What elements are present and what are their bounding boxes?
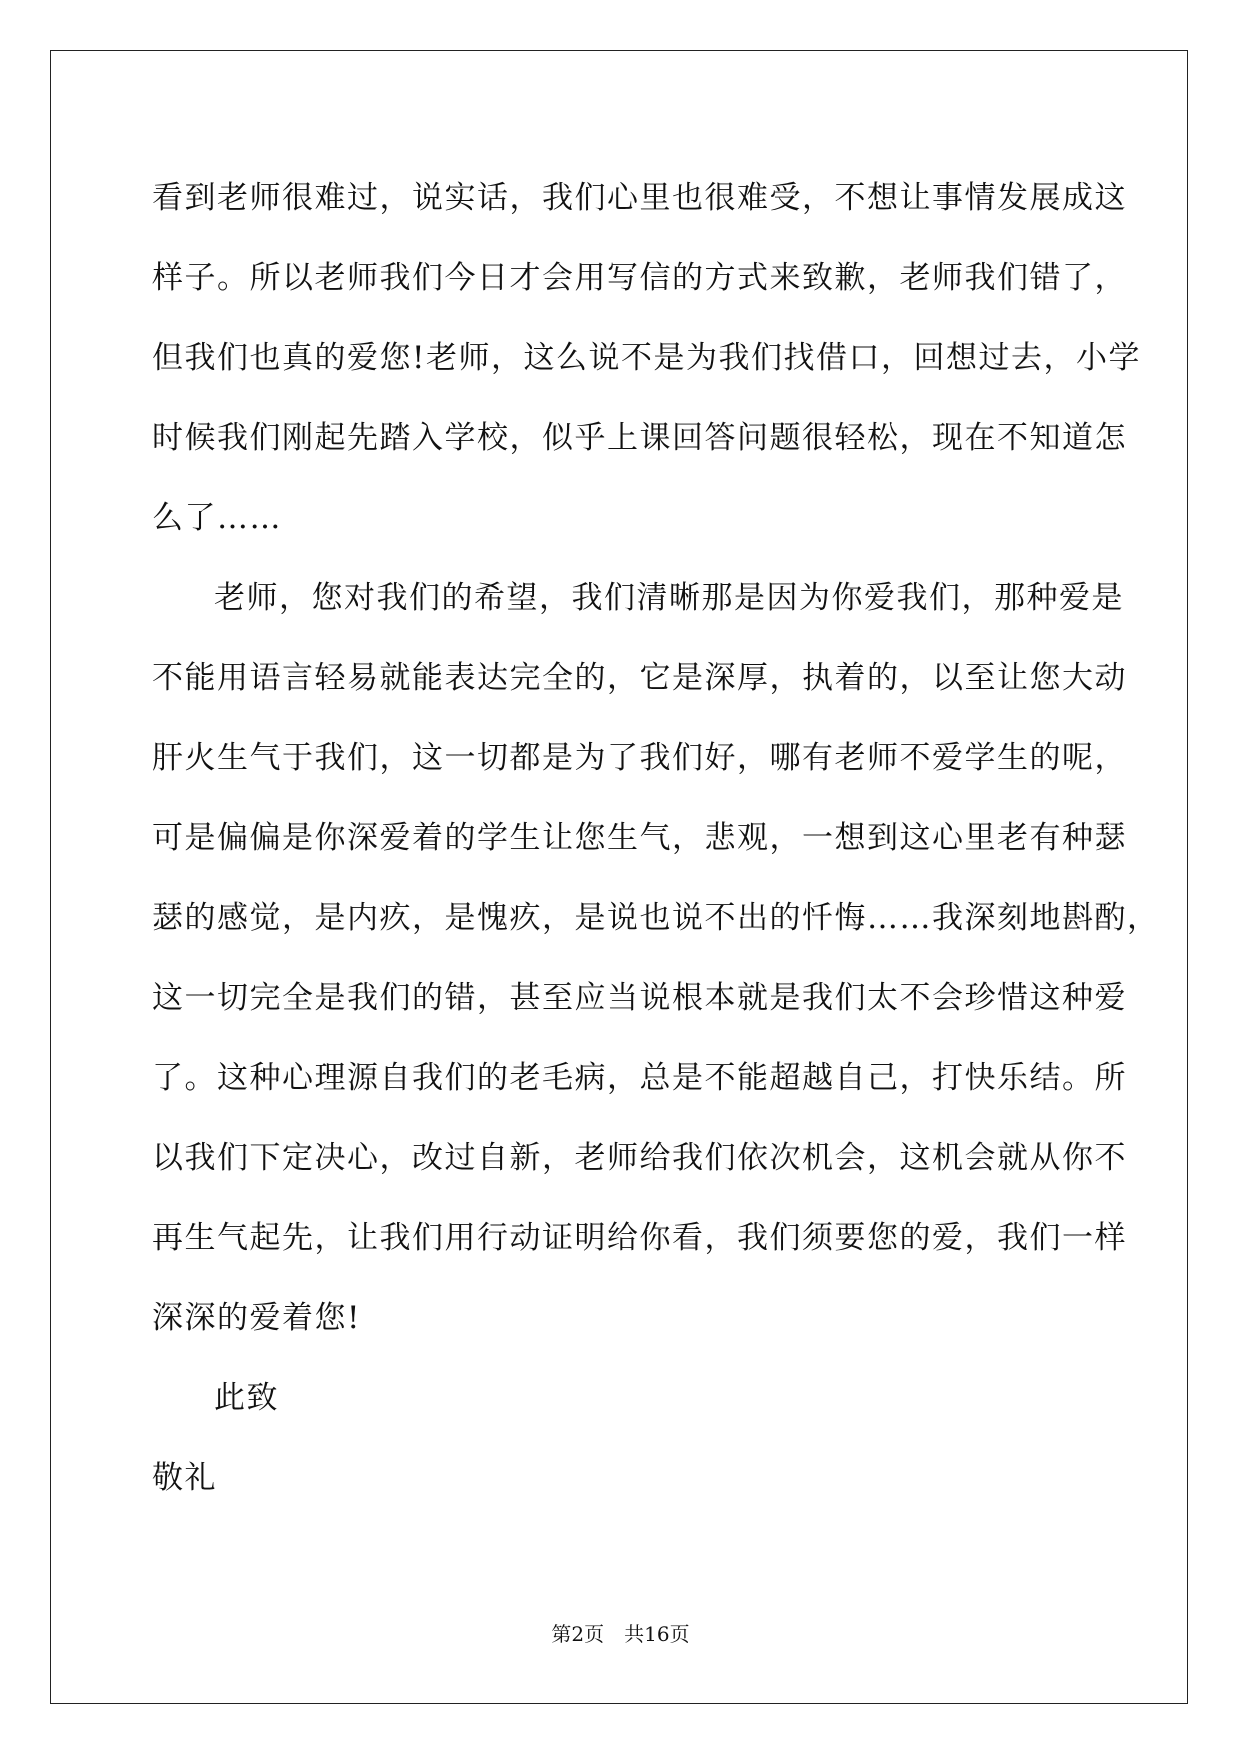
closing-regards: 敬礼 [152,1460,217,1496]
page-number: 第2页 共16页 [551,1622,690,1646]
body-line: 再生气起先，让我们用行动证明给你看，我们须要您的爱，我们一样 [152,1220,1127,1256]
paragraph-start-line: 老师，您对我们的希望，我们清晰那是因为你爱我们，那种爱是 [214,580,1124,616]
body-line: 样子。所以老师我们今日才会用写信的方式来致歉，老师我们错了， [152,260,1127,296]
body-line: 以我们下定决心，改过自新，老师给我们依次机会，这机会就从你不 [152,1140,1127,1176]
body-line: 肝火生气于我们，这一切都是为了我们好，哪有老师不爱学生的呢， [152,740,1127,776]
body-line: 时候我们刚起先踏入学校，似乎上课回答问题很轻松，现在不知道怎 [152,420,1127,456]
body-line: 深深的爱着您! [152,1300,361,1336]
body-line: 看到老师很难过，说实话，我们心里也很难受，不想让事情发展成这 [152,180,1127,216]
body-line: 不能用语言轻易就能表达完全的，它是深厚，执着的，以至让您大动 [152,660,1127,696]
closing-salutation: 此致 [214,1380,279,1416]
body-line: 了。这种心理源自我们的老毛病，总是不能超越自己，打快乐结。所 [152,1060,1127,1096]
body-line: 这一切完全是我们的错，甚至应当说根本就是我们太不会珍惜这种爱 [152,980,1127,1016]
body-line: 么了…… [152,500,282,536]
body-line: 瑟的感觉，是内疚，是愧疚，是说也说不出的忏悔……我深刻地斟酌， [152,900,1160,936]
body-line: 可是偏偏是你深爱着的学生让您生气，悲观，一想到这心里老有种瑟 [152,820,1127,856]
body-line: 但我们也真的爱您!老师，这么说不是为我们找借口，回想过去，小学 [152,340,1141,376]
letter-body [152,158,1160,1518]
